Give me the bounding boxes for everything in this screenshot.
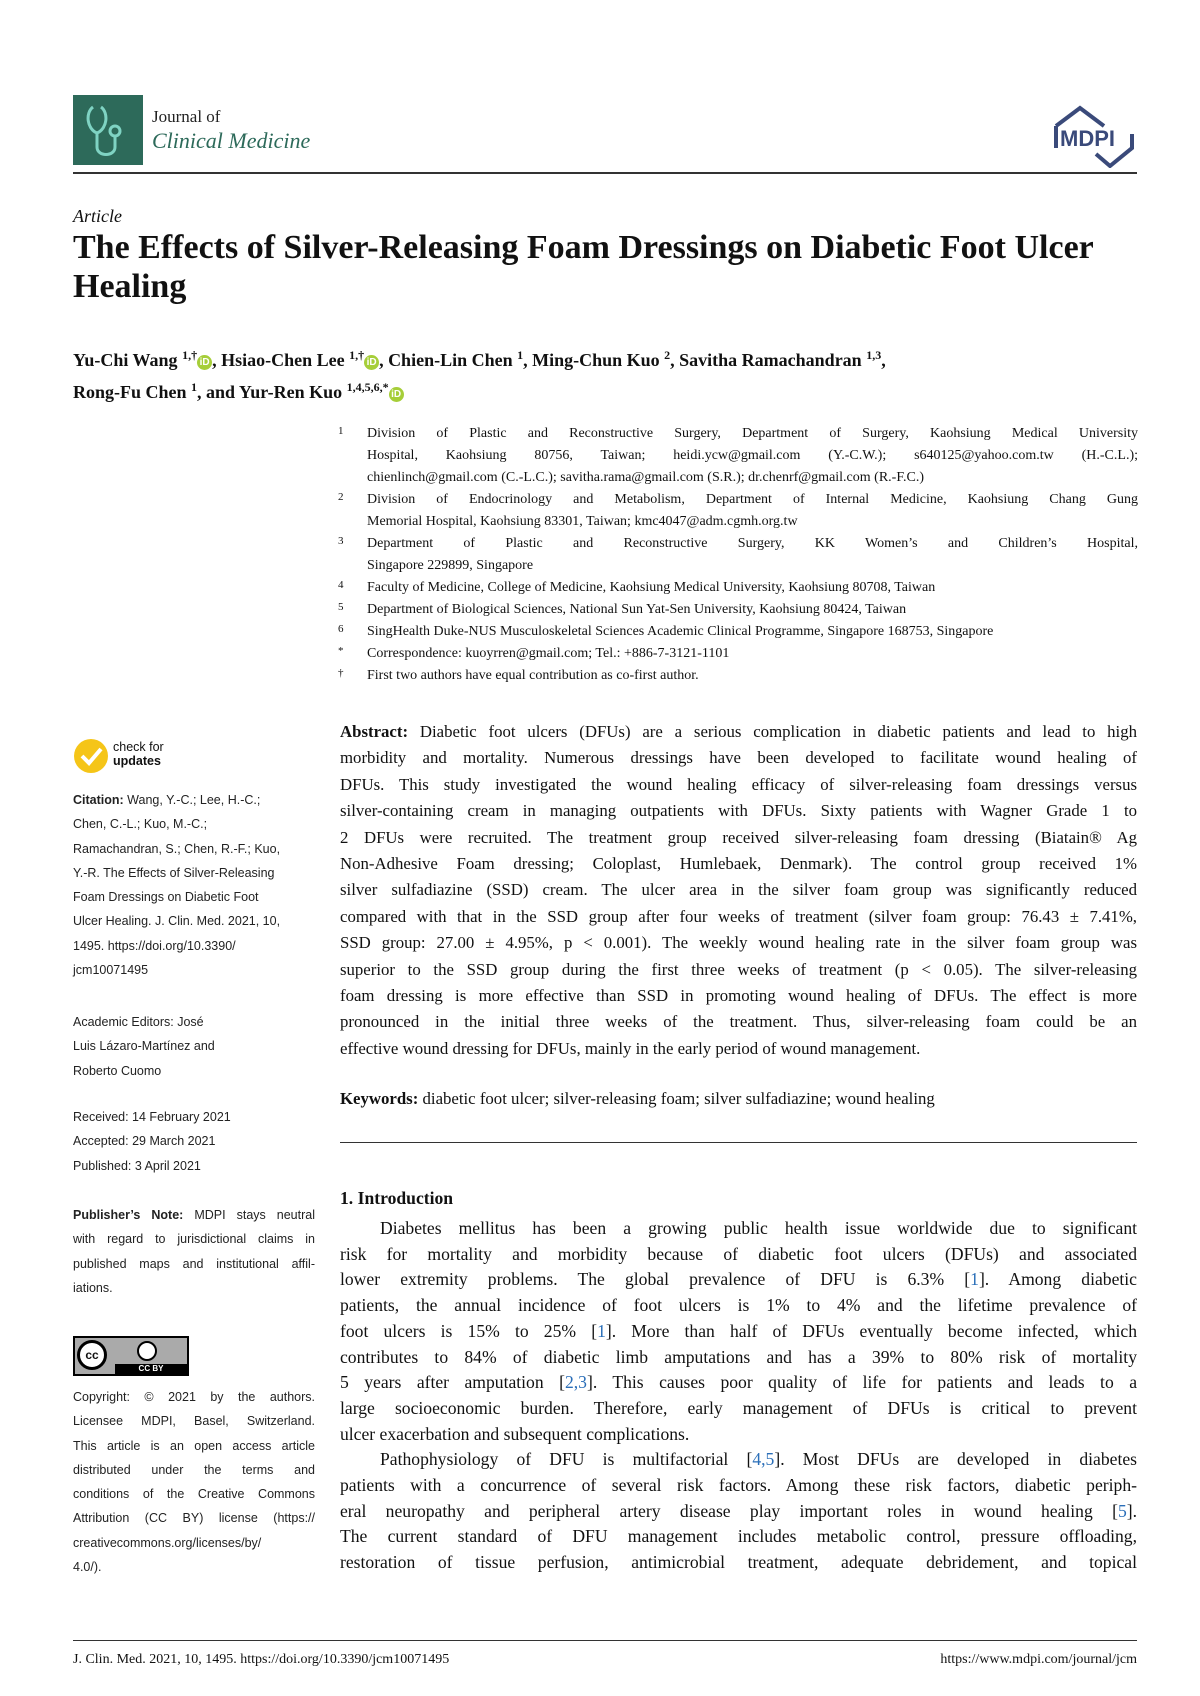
text-line <box>73 837 315 861</box>
mdpi-logo <box>1050 104 1138 168</box>
footer-rule <box>73 1640 1137 1641</box>
text-line: Diabetes mellitus has been a growing public health issue worldwide due to significant <box>380 1218 1137 1238</box>
keywords-text: diabetic foot ulcer; silver-releasing foam; silver sulfadiazine; wound healing <box>422 1089 935 1108</box>
affiliation-line: Singapore 229899, Singapore <box>367 558 534 573</box>
affiliation-number: * <box>338 645 344 657</box>
orcid-icon[interactable]: iD <box>364 355 379 370</box>
text-line <box>340 957 1137 983</box>
author-affiliation-sup: 1,4,5,6,* <box>346 380 389 394</box>
author-affiliation-sup: 1,† <box>182 348 198 362</box>
line-text: This article is an open access article <box>73 1438 315 1453</box>
mdpi-logo-text: MDPI <box>1060 126 1115 151</box>
affiliation-line: chienlinch@gmail.com (C.-L.C.); savitha.rama@gmail.com (S.R.); dr.chenrf@gmail.com (R.-F.C.) <box>367 470 924 485</box>
line-text: Licensee MDPI, Basel, Switzerland. <box>73 1414 315 1429</box>
check-updates-line2: updates <box>113 754 161 768</box>
line-text: Ulcer Healing. J. Clin. Med. 2021, 10, <box>73 914 281 929</box>
line-text: Attribution (CC BY) license (https:// <box>73 1511 315 1526</box>
authors-and: and <box>206 382 236 402</box>
line-text: pronounced in the initial three weeks of the treatment. Thus, silver-releasing foam could be an <box>340 1012 1137 1032</box>
text-line <box>73 1506 315 1530</box>
orcid-icon[interactable]: iD <box>197 355 212 370</box>
line-text: Academic Editors: José <box>73 1015 204 1029</box>
affiliation-3 <box>338 533 1138 577</box>
abstract-label: Abstract: <box>340 722 409 741</box>
affiliation-number: 6 <box>338 623 344 635</box>
affiliation-number: 4 <box>338 579 344 591</box>
line-text: SSD group: 27.00 ± 4.95%, p < 0.001). The weekly wound healing rate in the silver foam group was <box>340 933 1137 953</box>
text-line <box>340 877 1137 903</box>
author-affiliation-sup: 1,3 <box>866 348 882 362</box>
academic-editors <box>73 1010 315 1083</box>
text-line <box>340 825 1137 851</box>
text-line: lower extremity problems. The global prevalence of DFU is 6.3% [1]. Among diabetic <box>340 1269 1137 1290</box>
text-line <box>73 1385 315 1409</box>
line-text: silver-containing cream in managing outpatients with DFUs. Sixty patients with Wagner Grade 1 to <box>340 801 1137 821</box>
affiliation-line: Faculty of Medicine, College of Medicine, Kaohsiung Medical University, Kaohsiung 80708, Taiwan <box>367 580 936 595</box>
text-line <box>340 772 1137 798</box>
author-name[interactable]: Yu-Chi Wang <box>73 350 178 370</box>
line-text: creativecommons.org/licenses/by/ <box>73 1535 262 1550</box>
attribution-icon <box>137 1341 157 1361</box>
text-line <box>340 745 1137 771</box>
introduction-body <box>340 1216 1137 1576</box>
affiliation-4 <box>338 577 1138 599</box>
text-line: 5 years after amputation [2,3]. This causes poor quality of life for patients and leads to a <box>340 1372 1138 1393</box>
text-line: contributes to 84% of diabetic limb amputations and has a 39% to 80% risk of mortality <box>340 1346 1137 1367</box>
text-line <box>73 1458 315 1482</box>
line-text: Roberto Cuomo <box>73 1063 162 1078</box>
text-line <box>73 1252 315 1276</box>
cc-by-license-badge[interactable] <box>73 1336 189 1376</box>
line-text: MDPI stays neutral <box>194 1208 315 1222</box>
section-heading-introduction: 1. Introduction <box>340 1188 454 1208</box>
affiliation-number: 1 <box>338 425 344 437</box>
journal-name-line1: Journal of <box>152 107 221 126</box>
author-name[interactable]: Chien-Lin Chen <box>388 350 513 370</box>
line-text: Non-Adhesive Foam dressing; Coloplast, Humlebaek, Denmark). The control group received 1% <box>340 854 1137 874</box>
reference-link[interactable]: 5 <box>1117 1500 1127 1521</box>
text-line <box>340 798 1137 824</box>
line-text: Foam Dressings on Diabetic Foot <box>73 890 259 905</box>
line-text: Luis Lázaro-Martínez and <box>73 1039 215 1054</box>
author-list: Yu-Chi Wang $^{1,\dagger}$iD , Hsiao-Chen Lee $^{1,\dagger}$iD , Chien-Lin Chen $^1$, Ming-Chun Kuo $^2$, Savitha Ramachandran $^{1,3}$, Rong-Fu Chen $^1$, and Yur-Ren Kuo $^{1,4,5,6,*}$iD <box>73 348 886 402</box>
check-icon <box>73 738 109 774</box>
line-text: published maps and institutional affil- <box>73 1256 315 1271</box>
paper-title: The Effects of Silver-Releasing Foam Dressings on Diabetic Foot Ulcer Healing <box>73 229 1094 305</box>
text-line <box>73 861 315 885</box>
author-affiliation-sup: 1,† <box>349 348 365 362</box>
author-name[interactable]: Yur-Ren Kuo <box>238 382 343 402</box>
text-line <box>340 1036 1137 1062</box>
author-name[interactable]: Hsiao-Chen Lee <box>221 350 345 370</box>
text-line <box>73 788 315 812</box>
text-line <box>340 851 1137 877</box>
stethoscope-icon <box>73 95 143 165</box>
text-line <box>73 934 315 958</box>
publisher-note <box>73 1203 315 1300</box>
affiliation-1 <box>338 423 1138 489</box>
line-text: Wang, Y.-C.; Lee, H.-C.; <box>127 793 261 807</box>
copyright-notice <box>73 1385 315 1579</box>
affiliation-7 <box>338 643 1138 665</box>
line-text: Ramachandran, S.; Chen, R.-F.; Kuo, <box>73 841 281 856</box>
text-line <box>340 983 1137 1009</box>
author-name[interactable]: Savitha Ramachandran <box>679 350 862 370</box>
text-line: ulcer exacerbation and subsequent complications. <box>340 1423 690 1444</box>
line-text: Y.-R. The Effects of Silver-Releasing <box>73 865 275 880</box>
text-line: foot ulcers is 15% to 25% [1]. More than half of DFUs eventually become infected, which <box>340 1320 1137 1341</box>
line-text: foam dressing is more effective than SSD in promoting wound healing of DFUs. The effect is more <box>340 986 1137 1006</box>
text-line <box>73 1482 315 1506</box>
text-line <box>73 1227 315 1251</box>
text-line <box>73 1059 315 1083</box>
author-name[interactable]: Rong-Fu Chen <box>73 382 187 402</box>
cc-icon: cc <box>77 1340 107 1370</box>
line-text: effective wound dressing for DFUs, mainly in the early period of wound management. <box>340 1038 921 1058</box>
text-line: eral neuropathy and peripheral artery disease play important roles in wound healing [5]. <box>340 1500 1137 1521</box>
text-line <box>73 1010 315 1034</box>
line-text: compared with that in the SSD group after four weeks of treatment (silver foam group: 76.43 ± 7.41%, <box>340 906 1137 926</box>
line-text: 1495. https://doi.org/10.3390/ <box>73 938 236 953</box>
line-text: iations. <box>73 1280 113 1295</box>
text-line <box>340 1009 1137 1035</box>
line-text: jcm10071495 <box>73 963 149 978</box>
affiliation-line: Department of Biological Sciences, National Sun Yat-Sen University, Kaohsiung 80424, Taiwan <box>367 602 907 617</box>
text-line <box>73 1034 315 1058</box>
check-updates-line1: check for <box>113 740 164 754</box>
affiliation-number: † <box>338 667 344 679</box>
line-text: morbidity and mortality. Numerous dressings have been developed to facilitate wound healing of <box>340 748 1137 768</box>
line-text: with regard to jurisdictional claims in <box>73 1232 315 1247</box>
affiliation-5 <box>338 599 1138 621</box>
affiliation-number: 5 <box>338 601 344 613</box>
author-name[interactable]: Ming-Chun Kuo <box>532 350 660 370</box>
text-line <box>73 1555 315 1579</box>
author-affiliation-sup: 1 <box>517 348 524 362</box>
text-line: risk for mortality and morbidity because of diabetic foot ulcers (DFUs) and associated <box>340 1243 1137 1264</box>
text-line: patients with a concurrence of several risk factors. Among these risk factors, diabetic periph- <box>340 1475 1137 1496</box>
affiliation-line: Memorial Hospital, Kaohsiung 83301, Taiwan; kmc4047@adm.cgmh.org.tw <box>367 514 798 529</box>
reference-link[interactable]: 4,5 <box>752 1449 775 1470</box>
journal-logo <box>73 95 143 165</box>
reference-link[interactable]: 2,3 <box>564 1372 587 1393</box>
text-line <box>73 958 315 982</box>
text-line: large socioeconomic burden. Therefore, early management of DFUs is critical to prevent <box>340 1397 1137 1418</box>
line-text: distributed under the terms and <box>73 1462 315 1477</box>
text-line: The current standard of DFU management includes metabolic control, pressure offloading, <box>340 1526 1137 1547</box>
affiliation-line: Hospital, Kaohsiung 80756, Taiwan; heidi.ycw@gmail.com (Y.-C.W.); s640125@yahoo.com.tw (H.-C.L.); <box>367 448 1138 463</box>
text-line: patients, the annual incidence of foot ulcers is 1% to 4% and the lifetime prevalence of <box>340 1295 1137 1316</box>
line-text: Diabetic foot ulcers (DFUs) are a serious complication in diabetic patients and lead to high <box>419 722 1138 741</box>
published-date: Published: 3 April 2021 <box>73 1158 201 1173</box>
author-affiliation-sup: 2 <box>664 348 671 362</box>
citation-label: Citation: <box>73 793 124 807</box>
affiliation-6 <box>338 621 1138 643</box>
affiliation-2 <box>338 489 1138 533</box>
abstract-rule <box>340 1142 1137 1143</box>
line-text: silver sulfadiazine (SSD) cream. The ulcer area in the silver foam group was significantly reduced <box>340 880 1137 900</box>
orcid-icon[interactable]: iD <box>389 387 404 402</box>
affiliation-8 <box>338 665 1138 687</box>
line-text: 2 DFUs were recruited. The treatment group received silver-releasing foam dressing (Biatain® Ag <box>340 827 1137 847</box>
header-rule <box>73 172 1137 174</box>
text-line <box>73 1434 315 1458</box>
affiliation-line: SingHealth Duke-NUS Musculoskeletal Sciences Academic Clinical Programme, Singapore 168753, Singapore <box>367 624 994 639</box>
text-line <box>73 1276 315 1300</box>
keywords <box>340 1086 1137 1112</box>
publisher-note-label: Publisher’s Note: <box>73 1208 184 1222</box>
keywords-label: Keywords: <box>340 1089 419 1108</box>
text-line <box>340 904 1137 930</box>
text-line <box>340 719 1137 745</box>
text-line <box>73 909 315 933</box>
affiliation-line: Division of Endocrinology and Metabolism, Department of Internal Medicine, Kaohsiung Chang Gung <box>367 492 1138 507</box>
affiliation-number: 2 <box>338 491 344 503</box>
footer-citation[interactable]: J. Clin. Med. 2021, 10, 1495. https://doi.org/10.3390/jcm10071495 <box>73 1652 450 1667</box>
text-line: restoration of tissue perfusion, antimicrobial treatment, adequate debridement, and topical <box>340 1552 1137 1573</box>
affiliation-number: 3 <box>338 535 344 547</box>
author-affiliation-sup: 1 <box>191 380 198 394</box>
affiliation-line: Correspondence: kuoyrren@gmail.com; Tel.: +886-7-3121-1101 <box>367 646 730 661</box>
affiliation-line: Division of Plastic and Reconstructive Surgery, Department of Surgery, Kaohsiung Medical University <box>367 426 1138 441</box>
text-line <box>73 812 315 836</box>
line-text: conditions of the Creative Commons <box>73 1487 315 1502</box>
received-date: Received: 14 February 2021 <box>73 1110 231 1124</box>
text-line <box>73 1409 315 1433</box>
affiliation-line: First two authors have equal contribution as co-first author. <box>367 668 699 683</box>
text-line: Pathophysiology of DFU is multifactorial [4,5]. Most DFUs are developed in diabetes <box>380 1449 1137 1470</box>
license-badge-label: CC BY <box>115 1364 187 1374</box>
line-text: 4.0/). <box>73 1560 102 1575</box>
line-text: superior to the SSD group during the first three weeks of treatment (p < 0.05). The silver-releasing <box>340 959 1137 979</box>
journal-name-line2: Clinical Medicine <box>152 128 311 153</box>
affiliation-line: Department of Plastic and Reconstructive Surgery, KK Women’s and Children’s Hospital, <box>367 536 1138 551</box>
line-text: Chen, C.-L.; Kuo, M.-C.; <box>73 817 208 832</box>
text-line <box>73 1203 315 1227</box>
text-line <box>73 1531 315 1555</box>
citation-block <box>73 788 315 982</box>
line-text: Copyright: © 2021 by the authors. <box>73 1390 315 1404</box>
dates-block <box>73 1105 315 1178</box>
reference-link[interactable]: 1 <box>970 1269 979 1290</box>
abstract <box>340 719 1137 1062</box>
text-line <box>73 885 315 909</box>
line-text: DFUs. This study investigated the wound healing efficacy of silver-releasing foam dressings versus <box>340 774 1137 794</box>
text-line <box>340 930 1137 956</box>
reference-link[interactable]: 1 <box>597 1320 606 1341</box>
accepted-date: Accepted: 29 March 2021 <box>73 1134 216 1149</box>
footer-journal-url[interactable]: https://www.mdpi.com/journal/jcm <box>940 1652 1137 1667</box>
article-type: Article <box>73 206 122 226</box>
